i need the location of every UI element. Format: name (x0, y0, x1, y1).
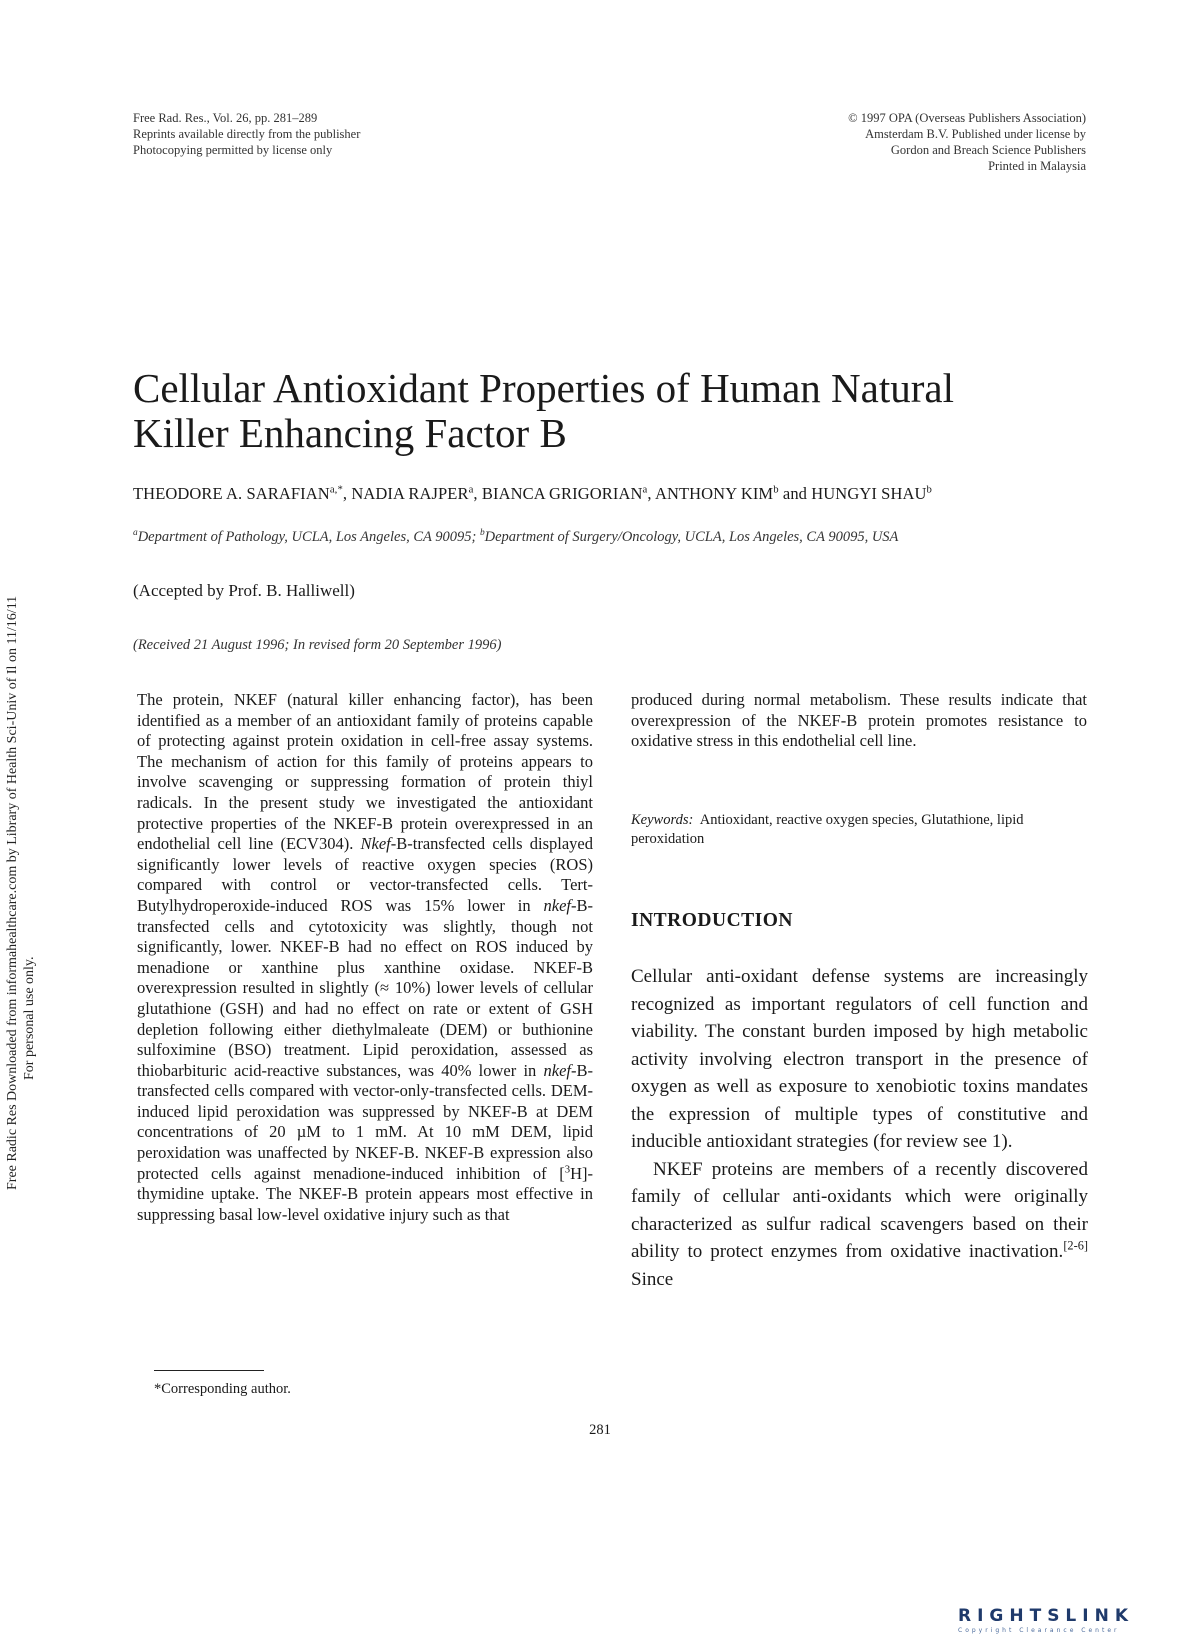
author-separator: , (473, 484, 482, 503)
footnote-corresponding: *Corresponding author. (154, 1381, 291, 1397)
affil-mark: b (479, 528, 485, 539)
article-title: Cellular Antioxidant Properties of Human Natural Killer Enhancing Factor B (133, 365, 954, 456)
intro-paragraph: Cellular anti-oxidant defense systems are increasingly recognized as important regulators of cell function and viability. The constant burden imposed by high metabolic activity involving electron transport in the presence of oxygen as well as exposure to xenobiotic toxins mandates the expression of multiple types of constitutive and inducible antioxidant strategies (for review see 1). (631, 966, 1088, 1152)
keywords-text: Antioxidant, reactive oxygen species, Glutathione, lipid peroxidation (631, 812, 1024, 847)
rightslink-tagline: Copyright Clearance Center (958, 1627, 1120, 1634)
author-name: BIANCA GRIGORIAN (481, 484, 643, 503)
author-name: ANTHONY KIM (654, 484, 774, 503)
journal-citation: Free Rad. Res., Vol. 26, pp. 281–289 (133, 111, 318, 125)
accepted-by: (Accepted by Prof. B. Halliwell) (133, 581, 355, 600)
affiliation: Department of Pathology, UCLA, Los Angeles, CA 90095; (137, 529, 480, 545)
author-separator: and (778, 484, 812, 503)
gene-name: nkef (543, 1060, 571, 1080)
rightslink-logo[interactable] (958, 1606, 1134, 1634)
footnote-rule (154, 1370, 264, 1371)
author-affil-mark: a (468, 483, 474, 496)
author-affil-mark: b (926, 483, 932, 496)
abstract-continued: produced during normal metabolism. These results indicate that overexpression of the NKEF-B protein promotes resistance to oxidative stress in this endothelial cell line. (631, 690, 1087, 751)
citation-ref[interactable]: [2-6] (1063, 1238, 1088, 1253)
section-heading-introduction: INTRODUCTION (631, 910, 794, 931)
watermark-line: Free Radic Res Downloaded from informahealthcare.com by Library of Health Sci-Univ of Il on 11/16/11 (5, 595, 20, 1190)
printed-line: Printed in Malaysia (988, 159, 1086, 173)
author-affil-mark: a (642, 483, 648, 496)
author-list (133, 484, 932, 504)
publisher-header (848, 110, 1086, 174)
keywords (631, 811, 1091, 849)
reprints-note: Reprints available directly from the publisher (133, 127, 361, 141)
gene-name: nkef (543, 895, 571, 915)
received-dates: (Received 21 August 1996; In revised form 20 September 1996) (133, 637, 502, 653)
publisher-line-2: Gordon and Breach Science Publishers (890, 143, 1086, 157)
author-name: HUNGYI SHAU (811, 484, 927, 503)
author-affil-mark: a,* (329, 483, 343, 496)
page-number: 281 (589, 1422, 611, 1438)
author-affil-mark: b (773, 483, 779, 496)
photocopy-note: Photocopying permitted by license only (133, 143, 333, 157)
author-separator: , (342, 484, 352, 503)
keywords-label: Keywords: (631, 812, 694, 828)
introduction-body (631, 963, 1088, 1293)
author-separator: , (647, 484, 655, 503)
author-name: NADIA RAJPER (351, 484, 469, 503)
affiliation: Department of Surgery/Oncology, UCLA, Los Angeles, CA 90095, USA (484, 529, 899, 545)
copyright-line: © 1997 OPA (Overseas Publishers Association) (848, 111, 1086, 125)
download-watermark (4, 596, 38, 1190)
affiliations (133, 529, 898, 546)
affil-mark: a (133, 528, 138, 539)
publisher-line: Amsterdam B.V. Published under license by (865, 127, 1086, 141)
abstract: The protein, NKEF (natural killer enhancing factor), has been identified as a member of an antioxidant family of proteins capable of protecting against protein oxidation in cell-free assay systems. The mechanism of action for this family of proteins appears to involve scavenging or suppressing formation of protein thiyl radicals. In the present study we investigated the antioxidant protective properties of the NKEF-B protein overexpressed in an endothelial cell line (ECV304). Nkef-B-transfected cells displayed significantly lower levels of reactive oxygen species (ROS) compared with control or vector-transfected cells. Tert-Butylhydroperoxide-induced ROS was 15% lower in nkef-B-transfected cells and cytotoxicity was slightly, though not significantly, lower. NKEF-B had no effect on ROS induced by menadione or xanthine plus xanthine oxidase. NKEF-B overexpression resulted in slightly (≈ 10%) lower levels of cellular glutathione (GSH) and had no effect on rate or extent of GSH depletion following either diethylmaleate (DEM) or buthionine sulfoximine (BSO) treatment. Lipid peroxidation, assessed as thiobarbituric acid-reactive substances, was 40% lower in nkef-B-transfected cells compared with vector-only-transfected cells. DEM-induced lipid peroxidation was suppressed by NKEF-B at DEM concentrations of 20 µM to 1 mM. At 10 mM DEM, lipid peroxidation was unaffected by NKEF-B. NKEF-B expression also protected cells against menadione-induced inhibition of [$^3$H]-thymidine uptake. The NKEF-B protein appears most effective in suppressing basal low-level oxidative injury such as that (137, 690, 593, 1224)
watermark-line: For personal use only. (22, 956, 37, 1080)
rightslink-wordmark: RIGHTSLINK (958, 1606, 1134, 1626)
author-name: THEODORE A. SARAFIAN (133, 484, 330, 503)
journal-citation-header (133, 110, 360, 158)
intro-paragraph: NKEF proteins are members of a recently discovered family of cellular anti-oxidants which were originally characterized as sulfur radical scavengers based on their ability to protect enzymes from oxidative inactivation.[2-6] Since (631, 1158, 1088, 1290)
gene-name: Nkef (360, 834, 391, 854)
